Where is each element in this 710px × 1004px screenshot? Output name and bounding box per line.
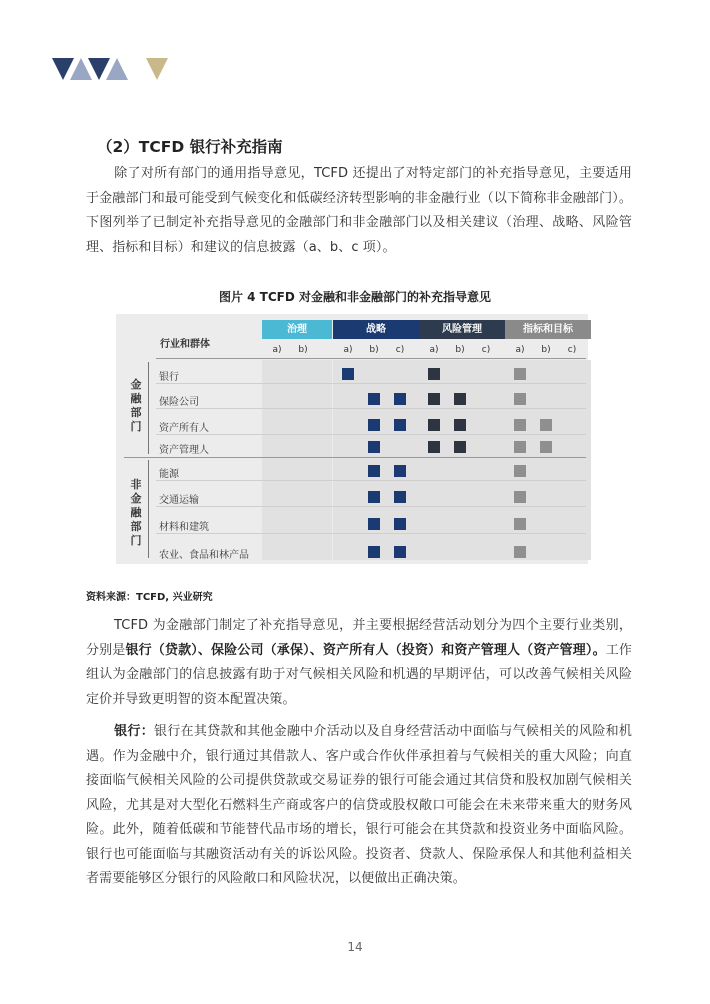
row-label: 能源 (159, 469, 179, 480)
column-header: a) (515, 345, 525, 355)
finance-categories: 银行（贷款）、保险公司（承保）、资产所有人（投资）和资产管理人（资产管理）。 (125, 642, 606, 658)
row-header: 行业和群体 (160, 339, 210, 350)
marker (428, 419, 440, 431)
group-header-2: 战略 (333, 320, 419, 339)
marker (514, 465, 526, 477)
column-header: c) (395, 345, 405, 355)
row-label: 材料和建筑 (159, 522, 209, 533)
group-header-4: 指标和目标 (505, 320, 591, 339)
column-background (505, 360, 591, 560)
marker (394, 419, 406, 431)
column-background (419, 360, 505, 560)
row-label: 资产所有人 (159, 423, 209, 434)
column-header: b) (369, 345, 379, 355)
column-header: c) (481, 345, 491, 355)
row-label: 交通运输 (159, 495, 199, 506)
sector-divider (124, 457, 586, 458)
sector-bracket (148, 362, 149, 454)
row-label: 银行 (159, 372, 179, 383)
bank-text: 银行在其贷款和其他金融中介活动以及自身经营活动中面临与气候相关的风险和机遇。作为金融中介，银行通过其借款人、客户或合作伙伴承担着与气候相关的重大风险；向直接面临气候相关风险的公司提供贷款或交易证券的银行可能会通过其信贷和股权加剧气候相关风险，尤其是对大型化石燃料生产商或客户的信贷或股权敞口可能会在未来带来重大的财务风险。此外，随着低碳和节能替代品市场的增长，银行可能会在其贷款和投资业务中面临风险。银行也可能面临与其融资活动有关的诉讼风险。投资者、贷款人、保险承保人和其他利益相关者需要能够区分银行的风险敞口和风险状况，以便做出正确决策。 (86, 724, 632, 886)
marker (368, 546, 380, 558)
bank-label: 银行： (114, 724, 155, 739)
column-header: b) (455, 345, 465, 355)
row-divider (156, 408, 586, 409)
publisher-logo (52, 58, 182, 84)
figure-source: 资料来源：TCFD, 兴业研究 (86, 592, 213, 603)
row-label: 农业、食品和林产品 (159, 550, 249, 561)
intro-paragraph (86, 162, 632, 260)
marker (454, 419, 466, 431)
marker (368, 491, 380, 503)
group-header-3: 风险管理 (419, 320, 505, 339)
row-divider (156, 434, 586, 435)
marker (514, 368, 526, 380)
marker (368, 465, 380, 477)
column-header: a) (343, 345, 353, 355)
marker (514, 518, 526, 530)
marker (394, 518, 406, 530)
row-divider (156, 506, 586, 507)
sector-label: 金融部门 (130, 378, 142, 433)
marker (454, 393, 466, 405)
marker (394, 491, 406, 503)
marker (368, 419, 380, 431)
marker (428, 393, 440, 405)
marker (540, 419, 552, 431)
marker (428, 441, 440, 453)
sector-bracket (148, 460, 149, 558)
finance-text-1: TCFD 为金融部门制定了补充指导意见，并主要根据经营活动划分为四个主要行业类别，分别是 (86, 618, 632, 658)
marker (514, 546, 526, 558)
row-divider (156, 480, 586, 481)
marker (394, 393, 406, 405)
row-divider (156, 383, 586, 384)
figure-table (116, 314, 588, 564)
marker (514, 491, 526, 503)
column-background (262, 360, 332, 560)
column-header: a) (272, 345, 282, 355)
bank-paragraph (86, 720, 632, 892)
marker (428, 368, 440, 380)
intro-text: 除了对所有部门的通用指导意见，TCFD 还提出了对特定部门的补充指导意见，主要适用于金融部门和最可能受到气候变化和低碳经济转型影响的非金融行业（以下简称非金融部门）。下图列举了已制定补充指导意见的金融部门和非金融部门以及相关建议（治理、战略、风险管理、指标和目标）和建议的信息披露（a、b、c 项）。 (86, 166, 632, 255)
marker (514, 441, 526, 453)
marker (368, 393, 380, 405)
marker (368, 518, 380, 530)
marker (368, 441, 380, 453)
finance-text-2: 工作组认为金融部门的信息披露有助于对气候相关风险和机遇的早期评估，可以改善气候相关风险定价并导致更明智的资本配置决策。 (86, 642, 632, 707)
column-header: b) (298, 345, 308, 355)
marker (342, 368, 354, 380)
group-header-1: 治理 (262, 320, 332, 339)
column-header: a) (429, 345, 439, 355)
marker (394, 546, 406, 558)
marker (394, 465, 406, 477)
column-header: b) (541, 345, 551, 355)
column-background (333, 360, 419, 560)
marker (454, 441, 466, 453)
row-divider (156, 533, 586, 534)
figure-title: 图片 4 TCFD 对金融和非金融部门的补充指导意见 (218, 290, 492, 304)
row-label: 保险公司 (159, 397, 199, 408)
marker (514, 393, 526, 405)
sector-label: 非金融部门 (130, 478, 142, 547)
finance-sector-paragraph (86, 614, 632, 712)
section-heading: （2）TCFD 银行补充指南 (97, 138, 283, 156)
marker (514, 419, 526, 431)
marker (540, 441, 552, 453)
header-divider (156, 358, 586, 359)
column-header: c) (567, 345, 577, 355)
page-number: 14 (347, 940, 363, 954)
row-label: 资产管理人 (159, 445, 209, 456)
